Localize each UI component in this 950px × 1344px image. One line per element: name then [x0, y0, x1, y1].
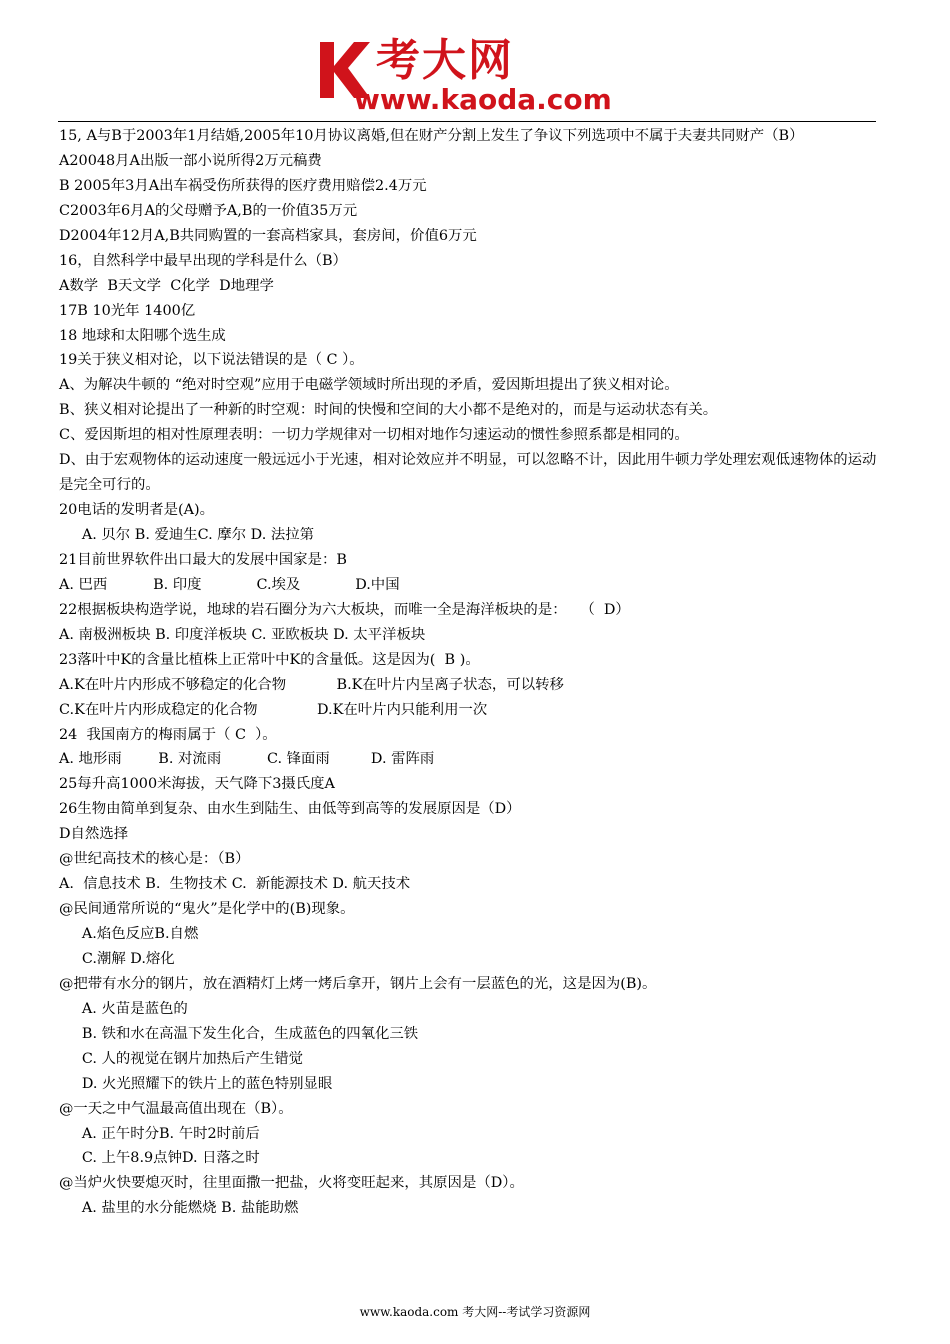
- text-line: C. 人的视觉在钢片加热后产生错觉: [59, 1050, 303, 1067]
- text-line: C、爱因斯坦的相对性原理表明：一切力学规律对一切相对地作匀速运动的惯性参照系都是相同的。: [59, 427, 689, 444]
- text-line: 22根据板块构造学说，地球的岩石圈分为六大板块，而唯一全是海洋板块的是： （ D）: [59, 601, 630, 618]
- text-line: A. 地形雨 B. 对流雨 C. 锋面雨 D. 雷阵雨: [59, 751, 435, 768]
- text-line: 17B 10光年 1400亿: [59, 302, 196, 319]
- text-line: A. 信息技术 B. 生物技术 C. 新能源技术 D. 航天技术: [59, 876, 411, 893]
- text-line: A. 南极洲板块 B. 印度洋板块 C. 亚欧板块 D. 太平洋板块: [59, 626, 426, 643]
- text-line: A. 巴西 B. 印度 C.埃及 D.中国: [59, 576, 400, 593]
- text-line: C. 上午8.9点钟D. 日落之时: [59, 1150, 260, 1167]
- text-line: A. 盐里的水分能燃烧 B. 盐能助燃: [59, 1200, 299, 1217]
- text-line: C.K在叶片内形成稳定的化合物 D.K在叶片内只能利用一次: [59, 701, 488, 718]
- text-line: 24 我国南方的梅雨属于（ C ）。: [59, 726, 277, 743]
- header-divider: [58, 121, 876, 122]
- text-line: @民间通常所说的“鬼火”是化学中的(B)现象。: [59, 901, 355, 918]
- text-line: B、狭义相对论提出了一种新的时空观：时间的快慢和空间的大小都不是绝对的，而是与运动状态有关。: [59, 402, 718, 419]
- text-line: 23落叶中K的含量比植株上正常叶中K的含量低。这是因为( B )。: [59, 651, 480, 668]
- text-line: @世纪高技术的核心是：（B）: [59, 851, 250, 868]
- text-line: A20048月A出版一部小说所得2万元稿费: [59, 152, 322, 169]
- text-line: 25每升高1000米海拔，天气降下3摄氏度A: [59, 776, 335, 793]
- text-line: 18 地球和太阳哪个选生成: [59, 327, 226, 344]
- text-line: C.潮解 D.熔化: [59, 950, 175, 967]
- text-line: A数学 B天文学 C化学 D地理学: [59, 277, 274, 294]
- kaoda-logo: [318, 36, 638, 116]
- text-line: A.焰色反应B.自燃: [59, 926, 199, 943]
- text-line: B 2005年3月A出车祸受伤所获得的医疗费用赔偿2.4万元: [59, 177, 427, 194]
- text-line: 19关于狭义相对论，以下说法错误的是（ C ）。: [59, 352, 364, 369]
- text-line: 16，自然科学中最早出现的学科是什么（B）: [59, 252, 347, 269]
- text-line: A. 贝尔 B. 爱迪生C. 摩尔 D. 法拉第: [59, 527, 315, 544]
- logo-chinese-text: 考大网: [376, 35, 514, 86]
- page-footer: www.kaoda.com 考大网--考试学习资源网: [359, 1305, 591, 1319]
- text-line: 21目前世界软件出口最大的发展中国家是：B: [59, 551, 347, 568]
- text-line: D. 火光照耀下的铁片上的蓝色特别显眼: [59, 1075, 333, 1092]
- text-line: D自然选择: [59, 826, 129, 843]
- text-line: A.K在叶片内形成不够稳定的化合物 B.K在叶片内呈离子状态，可以转移: [59, 676, 564, 693]
- text-line: B. 铁和水在高温下发生化合，生成蓝色的四氧化三铁: [59, 1025, 419, 1042]
- text-line: D2004年12月A,B共同购置的一套高档家具，套房间，价值6万元: [59, 227, 477, 244]
- text-line: 15, A与B于2003年1月结婚,2005年10月协议离婚,但在财产分割上发生了争议下列选项中不属于夫妻共同财产（B）: [59, 128, 804, 144]
- text-line: 26生物由简单到复杂、由水生到陆生、由低等到高等的发展原因是（D）: [59, 801, 521, 818]
- text-line: @当炉火快要熄灭时，往里面撒一把盐，火将变旺起来，其原因是（D）。: [59, 1175, 524, 1192]
- text-line: A. 火苗是蓝色的: [59, 1000, 188, 1017]
- text-line: 20电话的发明者是(A)。: [59, 502, 215, 519]
- text-line: @把带有水分的钢片，放在酒精灯上烤一烤后拿开，钢片上会有一层蓝色的光，这是因为(B)。: [59, 975, 657, 992]
- question-list: [59, 124, 879, 1221]
- text-line: D、由于宏观物体的运动速度一般远远小于光速，相对论效应并不明显，可以忽略不计，因此用牛顿力学处理宏观低速物体的运动是完全可行的。: [59, 452, 877, 494]
- text-line: A. 正午时分B. 午时2时前后: [59, 1125, 260, 1142]
- text-line: @一天之中气温最高值出现在（B）。: [59, 1100, 293, 1117]
- logo-url-text: www.kaoda.com: [354, 83, 612, 116]
- text-line: A、为解决牛顿的 “绝对时空观”应用于电磁学领域时所出现的矛盾，爱因斯坦提出了狭义相对论。: [59, 377, 679, 394]
- text-line: C2003年6月A的父母赠予A,B的一价值35万元: [59, 202, 358, 219]
